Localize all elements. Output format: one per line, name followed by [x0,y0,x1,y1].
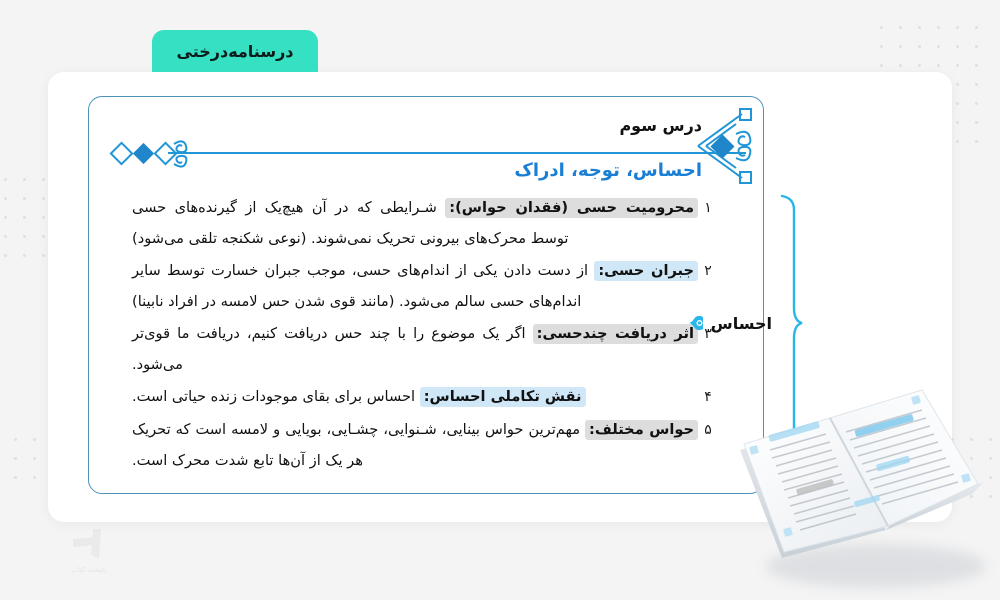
list-item [132,255,718,317]
list-item-term: محرومیت حسی (فقدان حواس): [445,198,698,218]
watermark [52,518,126,580]
list-item-number: ۳ [704,326,712,342]
list-item-body [132,255,698,317]
list-item-term: جبران حسی: [594,261,698,281]
list-item [132,318,718,380]
list-item-text: احساس برای بقای موجودات زنده حیاتی است. [132,388,420,405]
background-dot-grid-bottom-left [6,430,46,490]
diamond-ornament-icon [108,128,194,180]
list-item-text: از دست دادن یکی از اندام‌های حسی، موجب جبران خسارت توسط سایر اندام‌های حسی سالم می‌شود. (مانند قوی شدن حس لامسه در افراد نابینا) [132,262,595,310]
list-item-body [132,192,698,254]
list-item-term: نقش تکاملی احساس: [420,387,586,407]
lesson-subtitle: احساس، توجه، ادراک [514,160,702,181]
branch-group [710,192,804,454]
list-item-text: شـرایطی که در آن هیچ‌یک از گیرنده‌های حسی توسط محرک‌های بیرونی تحریک نمی‌شوند. (نوعی شکنجه تلقی می‌شود) [132,199,569,247]
header-divider-rule [168,152,746,154]
branch-label-text: احساس [710,313,772,333]
list-item-term: اثر دریافت چندحسی: [533,324,698,344]
heart-bullet-icon [686,313,706,333]
list-item-body [132,414,698,476]
list-item-number: ۲ [704,263,712,279]
page-title: درس سوم [619,116,702,135]
lesson-header [110,108,750,194]
list-item-term: حواس مختلف: [585,420,698,440]
list-item [132,414,718,476]
list-item-text: اگر یک موضوع را با چند حس دریافت کنیم، دریافت ما قوی‌تر می‌شود. [132,325,533,373]
list-item-body [132,381,698,412]
list-item-number: ۴ [704,389,712,405]
tab-label: درسنامه‌درختی [176,41,294,61]
list-item-number: ۱ [704,200,712,216]
lesson-items-list [132,192,718,477]
brand-mark-icon [67,525,111,563]
chevron-ornament-icon [684,96,764,196]
tab-darsnameh-derakhti[interactable] [152,30,318,72]
list-item-text: مهم‌ترین حواس بینایی، شـنوایی، چشـایی، بویایی و لامسه است که تحریک هر یک از آن‌ها تابع شدت محرک است. [132,421,586,469]
branch-label [686,313,772,333]
list-item-body [132,318,698,380]
list-item [132,381,718,413]
watermark-text: پایتخت کتاب [71,565,107,574]
list-item [132,192,718,254]
list-item-number: ۵ [704,422,712,438]
curly-brace-icon [778,192,804,454]
